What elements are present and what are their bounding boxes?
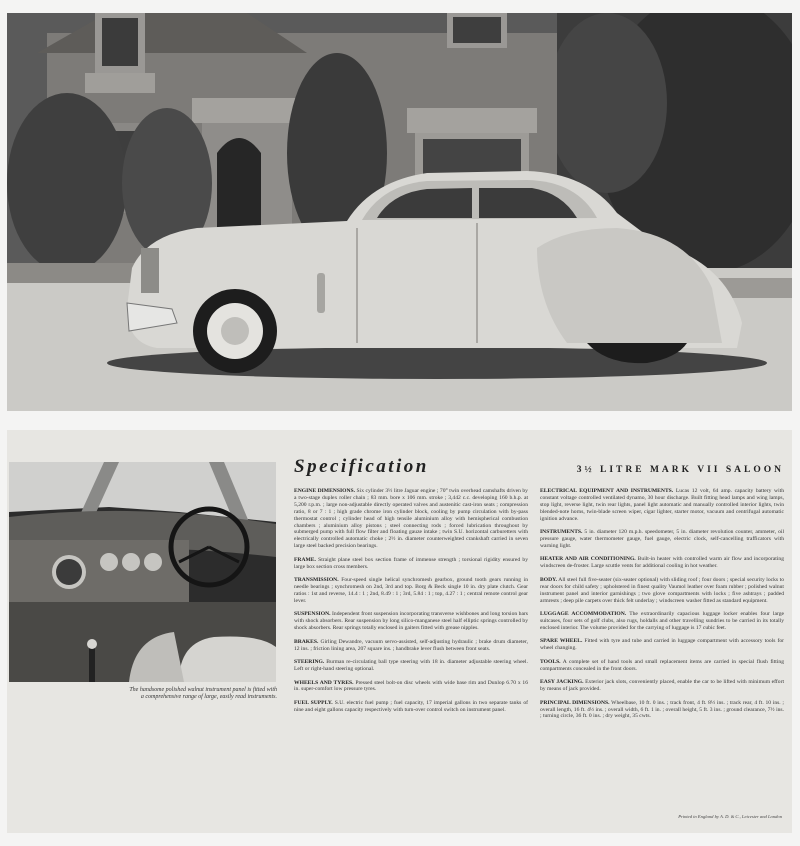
spec-text: Six cylinder 3½ litre Jaguar engine ; 70° twin overhead camshafts driven by a two-stage duplex roller chain ; 83 mm. bore x 106 mm. stroke ; 3,442 c.c. developing 160 b.h.p. at 5,200 r.p.m. ; large non-adjustable directly operated valves and austenitic cast-iron seats ; compression ratio, 8 or 7 : 1 ; high grade chrome iron cylinder block, cooling by pump circulation with by-pass thermostat control ; cylinder head of high tensile aluminium alloy with hemispherical combustion chambers ; aluminium alloy pistons ; steel connecting rods ; forced lubrication throughout by submerged pump with full flow filter and floating gauze intake ; twin S.U. horizontal carburetters with electrically controlled automatic choke ; 2½ in. diameter counterweighted crankshaft carried in seven large steel backed precision bearings.	[294, 488, 528, 550]
spec-heading: SPARE WHEEL.	[540, 638, 583, 645]
spec-paragraph	[294, 700, 528, 714]
spec-paragraph	[540, 679, 784, 693]
spec-heading: BODY.	[540, 576, 558, 583]
specification-heading	[294, 456, 784, 480]
spec-heading: HEATER AND AIR CONDITIONING.	[540, 556, 636, 563]
spec-paragraph	[294, 577, 528, 605]
spec-text: Burman re-circulating ball type steering with 18 in. diameter adjustable steering wheel. Left or right-hand steering optional.	[294, 659, 528, 672]
spec-text: Built-in heater with controlled warm air flow and incorporating windscreen de-froster. Large scuttle vents for additional cooling in hot weather.	[540, 556, 784, 570]
spec-paragraph	[540, 611, 784, 632]
spec-text: Girling Dewandre, vacuum servo-assisted, self-adjusting hydraulic ; brake drum diameter, 12 ins. ; friction lining area, 207 square ins. ; handbrake lever flush between front seats.	[294, 638, 528, 652]
spec-text: Four-speed single helical synchromesh gearbox, ground tooth gears running in needle bearings ; synchromesh on 2nd, 3rd and top. Borg & Beck single 10 in. dry plate clutch. Gear ratios : 1st and reverse, 14.4 : 1 ; 2nd, 8.49 : 1 ; 3rd, 5.84 : 1 ; top, 4.27 : 1 ; central remote control gear lever.	[294, 577, 528, 604]
spec-heading: ENGINE DIMENSIONS.	[294, 488, 356, 494]
spec-text: A complete set of hand tools and small replacement items are carried in special flush fitting compartments concealed in the front doors.	[540, 658, 784, 672]
spec-text: Fitted with tyre and tube and carried in luggage compartment with accessory tools for wheel changing.	[540, 638, 784, 652]
spec-paragraph	[540, 638, 784, 652]
spec-text: Pressed steel bolt-on disc wheels with wide base rim and Dunlop 6.70 x 16 in. super-comfort low pressure tyres.	[294, 679, 528, 693]
spec-heading: TRANSMISSION.	[294, 577, 339, 584]
specification-sheet	[7, 430, 792, 833]
spec-heading: EASY JACKING.	[540, 679, 584, 686]
spec-text: Lucas 12 volt, 64 amp. capacity battery with constant voltage controlled ventilated dynamo, 30 hour discharge. Built fitting head lamps and wing lamps, stop light, reverse light, twin rear lights, panel light automatic and manually controlled interior lights, twin blended-note horns, twin-blade screen wiper, cigar lighter, starter motor, vacuum and centrifugal automatic ignition advance.	[540, 488, 784, 522]
spec-paragraph	[540, 659, 784, 673]
spec-paragraph	[540, 556, 784, 570]
spec-heading: ELECTRICAL EQUIPMENT AND INSTRUMENTS.	[540, 488, 674, 494]
spec-text: All steel full five-seater (six-seater optional) with sliding roof ; four doors ; special security locks to rear doors for child safety ; upholstered in finest quality Vaumol leather over foam rubber ; polished walnut instrument panel and interior garnishings ; two glove compartments with locks ; five ashtrays ; padded armrests ; deep pile carpets over thick felt underlay ; windscreen washer fitted as standard equipment.	[540, 576, 784, 604]
spec-text: Wheelbase, 10 ft. 0 ins. ; track front, 4 ft. 8½ ins. ; track rear, 4 ft. 10 ins. ; overall length, 16 ft. 4½ ins. ; overall width, 6 ft. 1 in. ; overall height, 5 ft. 3 ins. ; ground clearance, 7½ ins. ; turning circle, 36 ft. 0 ins. ; dry weight, 35 cwts.	[540, 699, 784, 720]
dashboard-caption: The handsome polished walnut instrument panel is fitted with a comprehensive range of large, easily read instruments.	[129, 687, 277, 701]
spec-heading: FRAME.	[294, 556, 316, 563]
spec-paragraph	[294, 680, 528, 694]
spec-heading: WHEELS AND TYRES.	[294, 679, 354, 686]
spec-heading: STEERING.	[294, 659, 325, 666]
spec-heading: FUEL SUPPLY.	[294, 699, 333, 706]
spec-heading: TOOLS.	[540, 658, 561, 665]
dashboard-photograph	[9, 462, 276, 682]
spec-heading: PRINCIPAL DIMENSIONS.	[540, 699, 610, 706]
spec-paragraph	[294, 557, 528, 571]
spec-paragraph	[540, 577, 784, 605]
spec-column-left	[294, 488, 528, 720]
spec-text: Exterior jack slots, conveniently placed, enable the car to be lifted with minimum effort by means of jack provided.	[540, 679, 785, 693]
spec-column-right	[540, 488, 784, 727]
spec-heading: BRAKES.	[294, 638, 319, 645]
spec-paragraph	[540, 529, 784, 550]
dashboard-drawing	[9, 462, 276, 682]
specification-title: Specification	[294, 456, 429, 477]
spec-text: S.U. electric fuel pump ; fuel capacity, 17 imperial gallons in two separate tanks of nine and eight gallons capacity respectively with turn-over control switch on instrument panel.	[294, 699, 528, 713]
car-photo-drawing	[7, 13, 792, 411]
spec-paragraph	[540, 700, 784, 721]
spec-text: Straight plane steel box section frame of immense strength ; torsional rigidity ensured by large box section cross members.	[294, 556, 528, 570]
spec-paragraph	[294, 611, 528, 632]
spec-heading: SUSPENSION.	[294, 611, 331, 618]
spec-paragraph	[540, 488, 784, 523]
spec-paragraph	[294, 659, 528, 673]
spec-text: The extraordinarily capacious luggage locker enables four large suitcases, four sets of golf clubs, also rugs, holdalls and other travelling sundries to be carried in its totally enclosed interior. The volume provided for the carrying of luggage is 17 cubic feet.	[540, 611, 784, 631]
spec-text: 5 in. diameter 120 m.p.h. speedometer, 5 in. diameter revolution counter, ammeter, oil pressure gauge, water thermometer gauge, fuel gauge, electric clock, self-cancelling trafficators with warning light.	[540, 529, 784, 549]
model-title: 3½ LITRE MARK VII SALOON	[576, 465, 784, 475]
spec-paragraph	[294, 488, 528, 550]
car-photograph	[7, 13, 792, 411]
spec-text: Independent front suspension incorporating transverse wishbones and long torsion bars with shock absorbers. Rear suspension by long silico-manganese steel half elliptic springs controlled by shock absorbers. Rear springs totally enclosed in gaiters fitted with grease nipples.	[294, 611, 528, 632]
printer-imprint: Printed in England by A. D. & C., Leicester and London	[678, 814, 782, 819]
spec-paragraph	[294, 639, 528, 653]
spec-heading: INSTRUMENTS.	[540, 529, 583, 536]
spec-heading: LUGGAGE ACCOMMODATION.	[540, 611, 627, 618]
